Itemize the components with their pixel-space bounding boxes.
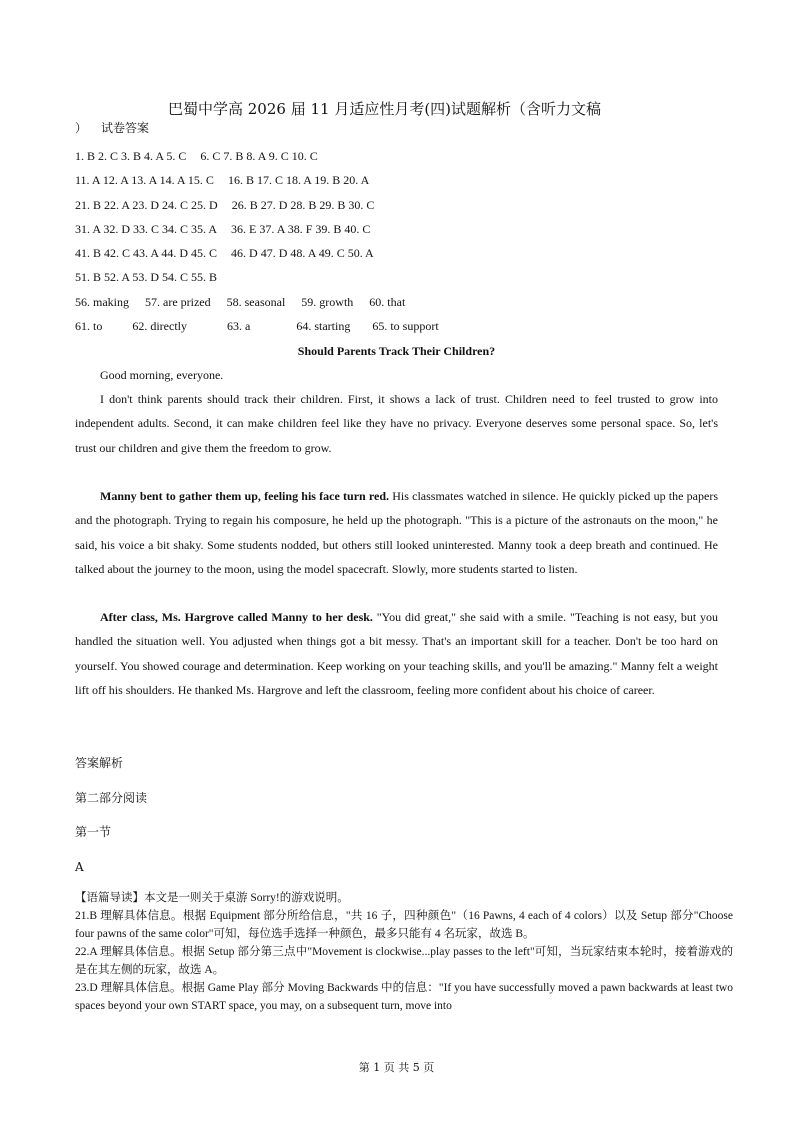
paragraph-text: His classmates watched in silence. He quickly picked up the papers and the photograph. Trying to regain his composure, he held up the photograph. "This is a picture of the astronauts on the moon," he said, his voice a bit shaky. Some students nodded, but others still looked uninterested. Manny took a deep breath and continued. He talked about the journey to the moon, using the model spacecraft. Slowly, more students started to listen. bbox=[75, 489, 718, 577]
analysis-line: 22.A 理解具体信息。根据 Setup 部分第三点中"Movement is clockwise...play passes to the left"可知，当玩家结束本轮时，接着游戏的是在其左侧的玩家，故选 A。 bbox=[75, 946, 733, 976]
answer-group: 36. E 37. A 38. F 39. B 40. C bbox=[231, 221, 371, 236]
document-title: 巴蜀中学高 2026 届 11 月适应性月考(四)试题解析（含听力文稿 bbox=[168, 100, 602, 118]
analysis-block bbox=[75, 889, 733, 1015]
fill-answer: 56. making bbox=[75, 294, 129, 309]
answer-row bbox=[75, 245, 735, 269]
fill-answer: 63. a bbox=[227, 319, 251, 334]
fill-answer: 58. seasonal bbox=[226, 294, 286, 309]
fill-answer: 61. to bbox=[75, 319, 103, 334]
fill-answer: 60. that bbox=[369, 294, 406, 309]
speech-body: I don't think parents should track their children. First, it shows a lack of trust. Children need to feel trusted to grow into independent adults. Second, it can make children feel like they have no privacy. Everyone deserves some personal space. So, let's trust our children and give them the freedom to grow. bbox=[75, 392, 718, 455]
fill-answer: 62. directly bbox=[132, 319, 187, 334]
fill-answer: 64. starting bbox=[296, 319, 351, 334]
section-heading: 第一节 bbox=[75, 825, 112, 839]
paragraph-text: "You did great," she said with a smile. "Teaching is not easy, but you handled the situation well. You adjusted when things got a bit messy. That's an important skill for a teacher. Don't be too hard on yourself. You showed courage and determination. Keep working on your teaching skills, and you'll be amazing." Manny felt a weight lift off his shoulders. He thanked Ms. Hargrove and left the classroom, feeling more confident about his choice of career. bbox=[75, 610, 719, 698]
continuation-paragraph-2 bbox=[75, 605, 718, 703]
passage-letter: A bbox=[75, 860, 84, 874]
fill-answer: 57. are prized bbox=[145, 294, 211, 309]
answer-group: 26. B 27. D 28. B 29. B 30. C bbox=[231, 197, 375, 212]
title-close-bracket: ） bbox=[75, 121, 88, 135]
answer-group: 1. B 2. C 3. B 4. A 5. C bbox=[75, 149, 187, 163]
answer-group: 51. B 52. A 53. D 54. C 55. B bbox=[75, 270, 218, 285]
answer-row-fill-in bbox=[75, 294, 735, 318]
answer-group: 11. A 12. A 13. A 14. A 15. C bbox=[75, 173, 214, 188]
answer-group: 16. B 17. C 18. A 19. B 20. A bbox=[227, 173, 370, 188]
answer-row bbox=[75, 197, 735, 221]
paragraph-lead-sentence: Manny bent to gather them up, feeling his face turn red. bbox=[100, 489, 390, 503]
speech-greeting: Good morning, everyone. bbox=[100, 368, 224, 382]
answer-row bbox=[75, 148, 735, 172]
answer-row-fill-in bbox=[75, 318, 735, 342]
title-continuation bbox=[75, 120, 149, 136]
paragraph-lead-sentence: After class, Ms. Hargrove called Manny to her desk. bbox=[100, 610, 373, 624]
continuation-paragraph-1 bbox=[75, 484, 718, 582]
answer-key bbox=[75, 148, 735, 342]
speech-title: Should Parents Track Their Children? bbox=[297, 344, 496, 358]
part-heading: 第二部分阅读 bbox=[75, 791, 148, 805]
answer-group: 31. A 32. D 33. C 34. C 35. A bbox=[75, 221, 218, 236]
answer-row bbox=[75, 221, 735, 245]
fill-answer: 65. to support bbox=[372, 319, 439, 334]
answer-row bbox=[75, 269, 735, 293]
answer-group: 6. C 7. B 8. A 9. C 10. C bbox=[200, 149, 318, 163]
analysis-line: 21.B 理解具体信息。根据 Equipment 部分所给信息，"共 16 子，四种颜色"（16 Pawns, 4 each of 4 colors）以及 Setup 部分"Choose four pawns of the same color"可知，每位选手选择一种颜色，最多只能有 4 名玩家，故选 B。 bbox=[75, 910, 733, 940]
fill-answer: 59. growth bbox=[301, 294, 354, 309]
page-footer: 第 1 页 共 5 页 bbox=[358, 1061, 435, 1074]
answer-row bbox=[75, 172, 735, 196]
answer-key-label: 试卷答案 bbox=[101, 121, 150, 135]
explanation-heading: 答案解析 bbox=[75, 756, 124, 770]
answer-group: 41. B 42. C 43. A 44. D 45. C bbox=[75, 246, 218, 261]
analysis-line: 【语篇导读】本文是一则关于桌游 Sorry!的游戏说明。 bbox=[75, 892, 349, 904]
answer-group: 21. B 22. A 23. D 24. C 25. D bbox=[75, 197, 218, 212]
answer-group: 46. D 47. D 48. A 49. C 50. A bbox=[231, 246, 374, 261]
analysis-line: 23.D 理解具体信息。根据 Game Play 部分 Moving Backwards 中的信息："If you have successfully moved a pawn backwards at least two spaces beyond your own START space, you may, on a subsequent turn, move into bbox=[75, 982, 733, 1012]
